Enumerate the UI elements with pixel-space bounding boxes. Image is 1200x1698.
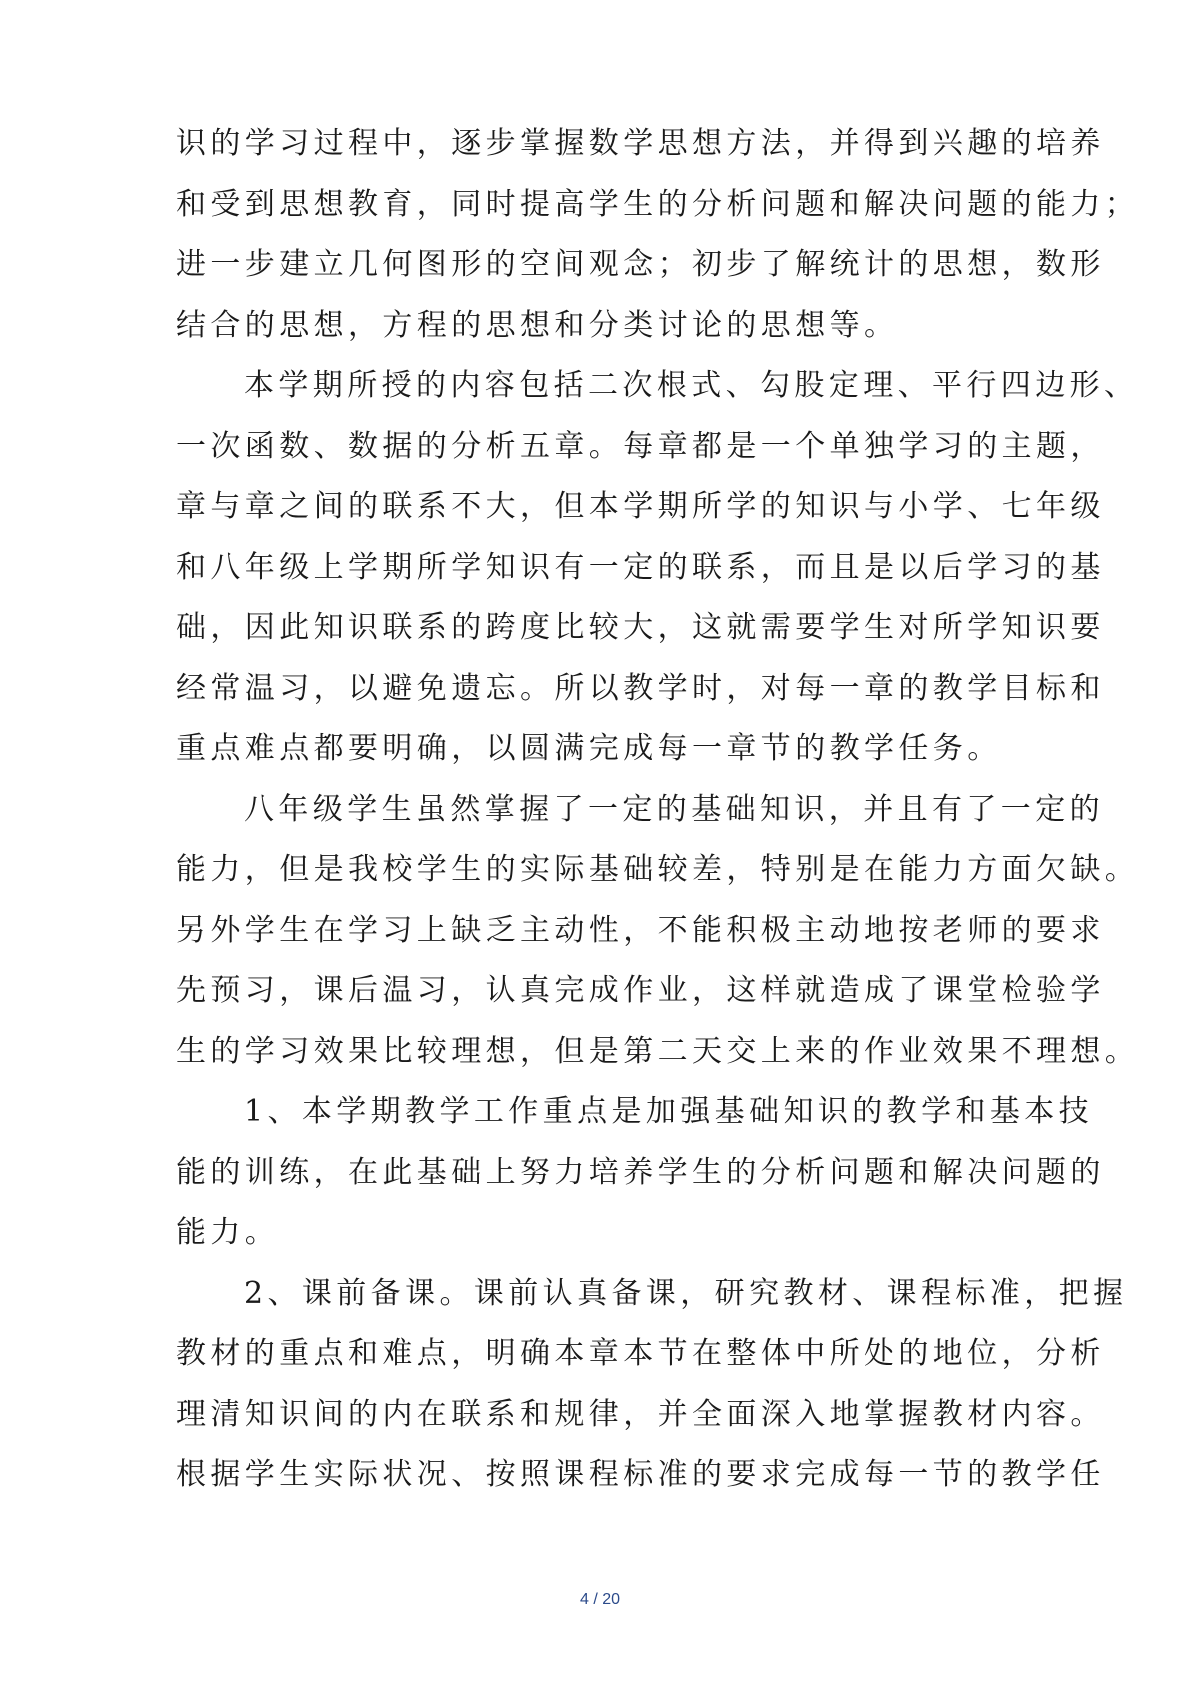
text-line: 理清知识间的内在联系和规律，并全面深入地掌握教材内容。 — [176, 1396, 1105, 1432]
text-line: 教材的重点和难点，明确本章本节在整体中所处的地位，分析 — [176, 1336, 1105, 1371]
text-line: 础，因此知识联系的跨度比较大，这就需要学生对所学知识要 — [176, 610, 1105, 645]
text-line: 另外学生在学习上缺乏主动性，不能积极主动地按老师的要求 — [176, 912, 1105, 948]
document-body — [176, 114, 1140, 1506]
text-line: 本学期所授的内容包括二次根式、勾股定理、平行四边形、 — [244, 368, 1139, 403]
text-line: 和受到思想教育，同时提高学生的分析问题和解决问题的能力； — [176, 186, 1140, 222]
text-line: 章与章之间的联系不大，但本学期所学的知识与小学、七年级 — [176, 489, 1105, 524]
paragraph-1 — [176, 114, 1140, 356]
text-line: 经常温习，以避免遗忘。所以教学时，对每一章的教学目标和 — [176, 670, 1105, 706]
text-line: 和八年级上学期所学知识有一定的联系，而且是以后学习的基 — [176, 549, 1105, 585]
text-line: 识的学习过程中，逐步掌握数学思想方法，并得到兴趣的培养 — [176, 126, 1105, 161]
text-line: 先预习，课后温习，认真完成作业，这样就造成了课堂检验学 — [176, 973, 1105, 1008]
text-line: 能力。 — [176, 1215, 280, 1250]
text-line: 能力，但是我校学生的实际基础较差，特别是在能力方面欠缺。 — [176, 852, 1140, 887]
text-line: 一次函数、数据的分析五章。每章都是一个单独学习的主题， — [176, 428, 1105, 464]
text-line: 能的训练，在此基础上努力培养学生的分析问题和解决问题的 — [176, 1154, 1105, 1190]
text-line: 重点难点都要明确，以圆满完成每一章节的教学任务。 — [176, 731, 1002, 766]
paragraph-4 — [176, 1082, 1105, 1264]
text-line: 八年级学生虽然掌握了一定的基础知识，并且有了一定的 — [244, 791, 1104, 827]
text-line: 进一步建立几何图形的空间观念；初步了解统计的思想，数形 — [176, 247, 1105, 282]
paragraph-3 — [176, 780, 1140, 1083]
text-line: 生的学习效果比较理想，但是第二天交上来的作业效果不理想。 — [176, 1033, 1140, 1069]
text-line: 结合的思想，方程的思想和分类讨论的思想等。 — [176, 307, 899, 343]
paragraph-2 — [176, 356, 1139, 780]
text-line: 2、课前备课。课前认真备课，研究教材、课程标准，把握 — [244, 1275, 1128, 1311]
text-line: 1、本学期教学工作重点是加强基础知识的教学和基本技 — [244, 1094, 1094, 1129]
page-number: 4 / 20 — [579, 1591, 621, 1608]
paragraph-5 — [176, 1264, 1128, 1506]
text-line: 根据学生实际状况、按照课程标准的要求完成每一节的教学任 — [176, 1457, 1105, 1492]
